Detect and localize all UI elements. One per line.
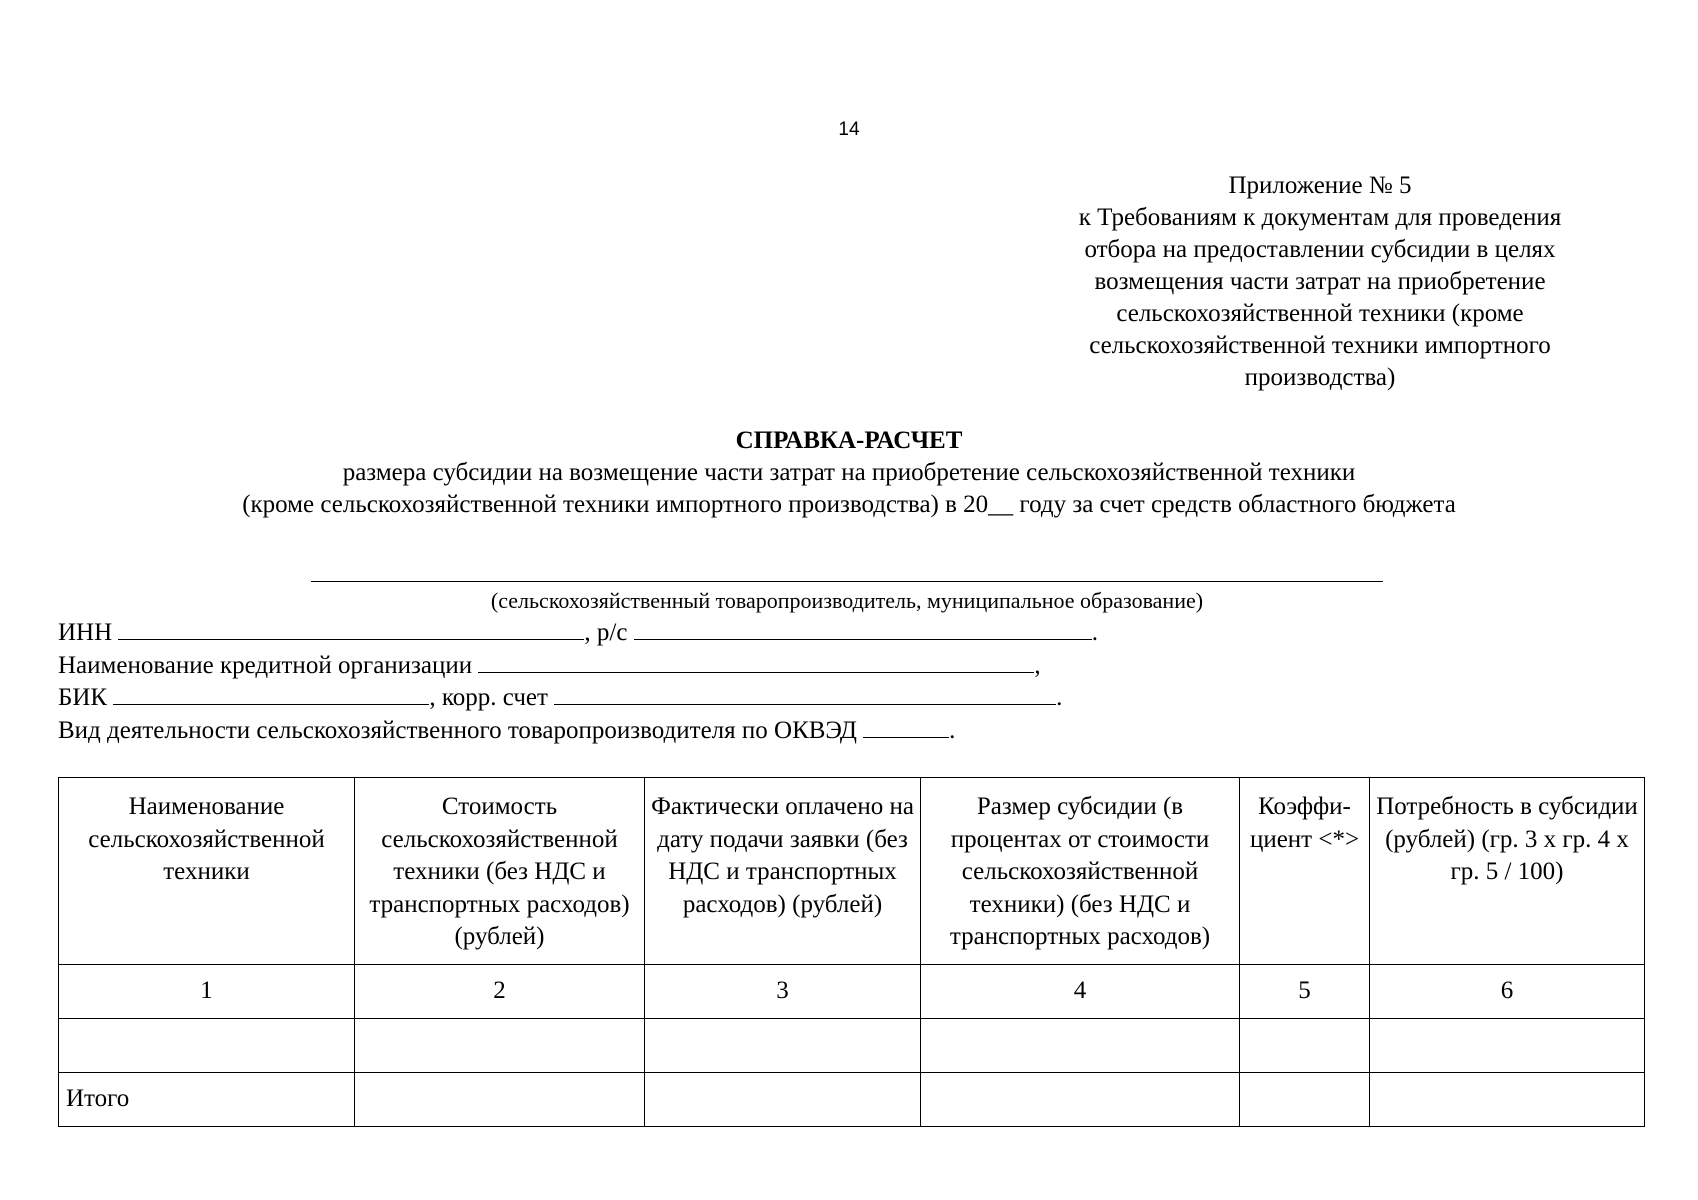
- inn-row: [58, 617, 1098, 650]
- rs-blank: [634, 619, 1092, 640]
- header-actually-paid: Фактически оплачено на дату подачи заявки (без НДС и транспортных расходов) (рублей): [645, 778, 921, 965]
- table-row: [59, 1019, 1645, 1073]
- table-cell: [921, 1019, 1240, 1073]
- corr-label: , корр. счет: [429, 684, 548, 711]
- table-header-row: [59, 778, 1645, 965]
- appendix-line: к Требованиям к документам для проведения: [1078, 204, 1562, 231]
- column-number: 1: [59, 965, 355, 1019]
- okved-label: Вид деятельности сельскохозяйственного товаропроизводителя по ОКВЭД: [58, 716, 857, 744]
- column-number: 5: [1240, 965, 1370, 1019]
- appendix-line: сельскохозяйственной техники импортного: [1089, 332, 1551, 359]
- table-cell: [59, 1019, 355, 1073]
- header-subsidy-need: Потребность в субсидии (рублей) (гр. 3 x гр. 4 x гр. 5 / 100): [1370, 778, 1645, 965]
- rs-label: , р/с: [584, 619, 628, 646]
- inn-blank: [118, 619, 584, 640]
- header-equipment-cost: Стоимость сельскохозяйственной техники (без НДС и транспортных расходов) (рублей): [355, 778, 645, 965]
- bik-row-end: .: [1056, 684, 1063, 711]
- table-cell: [355, 1073, 645, 1127]
- table-cell: [355, 1019, 645, 1073]
- document-title: СПРАВКА-РАСЧЕТ: [735, 427, 963, 454]
- table-cell: [1370, 1019, 1645, 1073]
- table-cell: [645, 1073, 921, 1127]
- column-number: 3: [645, 965, 921, 1019]
- bank-label: Наименование кредитной организации: [58, 651, 473, 679]
- requisites-block: [58, 617, 1098, 747]
- appendix-line: производства): [1244, 364, 1396, 391]
- header-coefficient: Коэффи-циент <*>: [1240, 778, 1370, 965]
- column-number: 4: [921, 965, 1240, 1019]
- bik-row: [58, 682, 1098, 715]
- document-subtitle-line: размера субсидии на возмещение части затрат на приобретение сельскохозяйственной техники: [342, 459, 1356, 486]
- title-block: [0, 425, 1698, 521]
- table-cell: [921, 1073, 1240, 1127]
- inn-row-end: .: [1091, 619, 1098, 646]
- appendix-line: сельскохозяйственной техники (кроме: [1116, 300, 1524, 327]
- producer-blank-line: [311, 581, 1383, 582]
- header-subsidy-percent: Размер субсидии (в процентах от стоимости сельскохозяйственной техники) (без НДС и транспортных расходов): [921, 778, 1240, 965]
- total-row: [59, 1073, 1645, 1127]
- table-cell: [1370, 1073, 1645, 1127]
- okved-row: [58, 715, 1098, 748]
- page-number: 14: [838, 119, 860, 140]
- table-cell: [1240, 1019, 1370, 1073]
- appendix-note: [1030, 170, 1610, 394]
- column-number-row: [59, 965, 1645, 1019]
- bank-blank: [478, 652, 1034, 673]
- appendix-line: возмещения части затрат на приобретение: [1094, 268, 1546, 295]
- bank-row-end: ,: [1034, 651, 1041, 679]
- inn-label: ИНН: [58, 619, 113, 646]
- document-subtitle-line: (кроме сельскохозяйственной техники импортного производства) в 20__ году за счет средств областного бюджета: [242, 491, 1456, 518]
- column-number: 6: [1370, 965, 1645, 1019]
- table-cell: [1240, 1073, 1370, 1127]
- bank-row: [58, 650, 1098, 683]
- table-cell: [645, 1019, 921, 1073]
- bik-blank: [113, 684, 429, 705]
- corr-blank: [554, 684, 1056, 705]
- column-number: 2: [355, 965, 645, 1019]
- okved-row-end: .: [949, 716, 956, 744]
- subsidy-calculation-table: [58, 777, 1645, 1127]
- appendix-line: отбора на предоставлении субсидии в целях: [1084, 236, 1556, 263]
- okved-blank: [863, 717, 949, 738]
- appendix-line: Приложение № 5: [1228, 172, 1412, 199]
- total-label: Итого: [59, 1073, 355, 1127]
- producer-caption: (сельскохозяйственный товаропроизводитель, муниципальное образование): [490, 588, 1204, 613]
- header-equipment-name: Наименование сельскохозяйственной техники: [59, 778, 355, 965]
- bik-label: БИК: [58, 684, 108, 711]
